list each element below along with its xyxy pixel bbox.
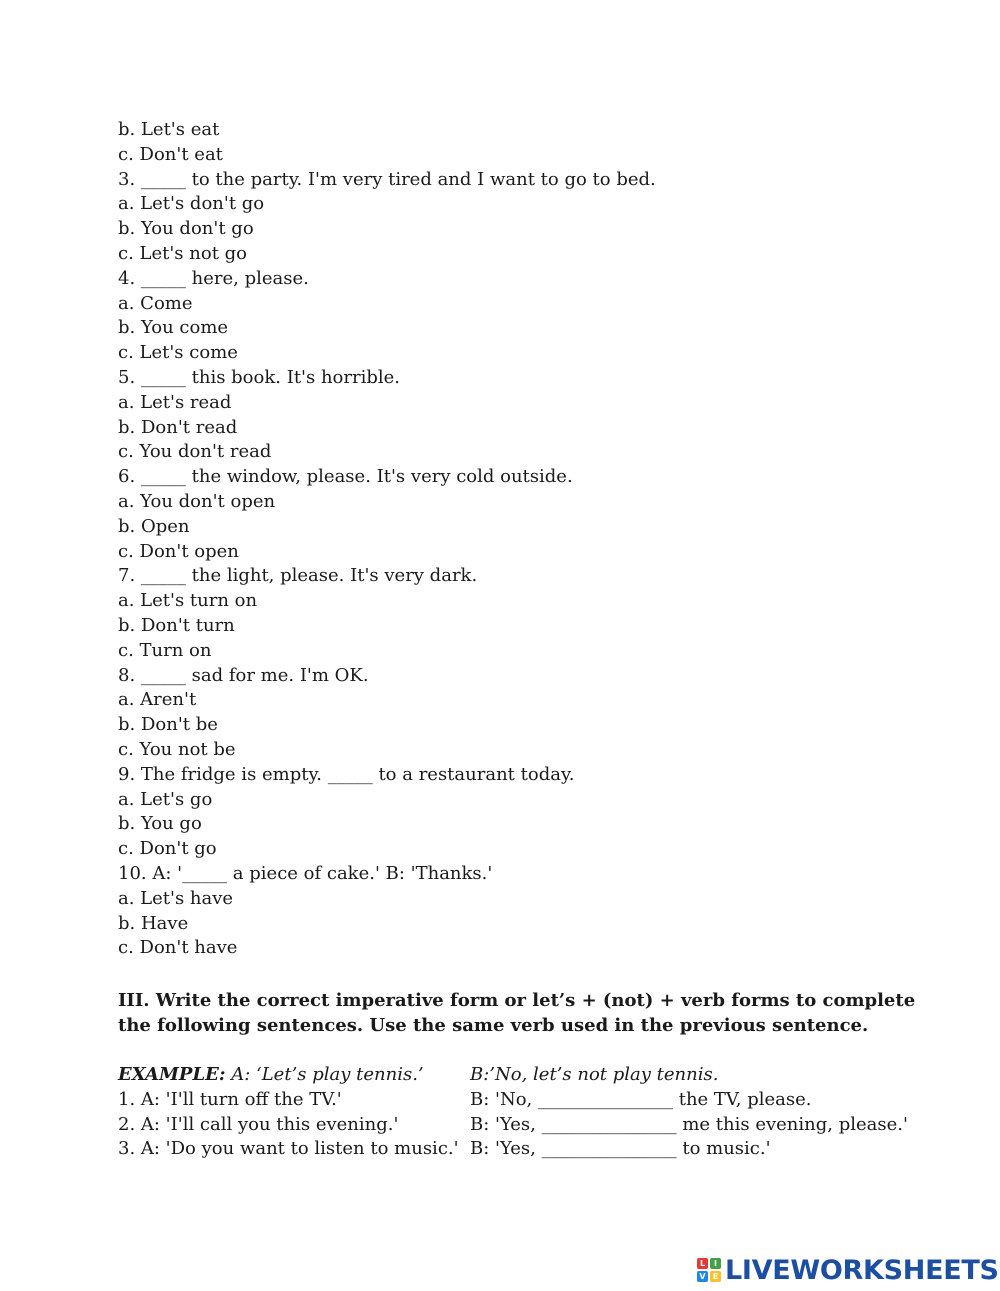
option-line: b. Don't be [118, 714, 218, 736]
question-line: 5. _____ this book. It's horrible. [118, 366, 401, 388]
option-line: c. Don't eat [118, 143, 223, 165]
exercise-a: 1. A: 'I'll turn off the TV.' [118, 1088, 342, 1110]
example-b: B:’No, let’s not play tennis. [470, 1064, 719, 1085]
liveworksheets-logo [697, 1253, 999, 1287]
example-row [118, 1063, 918, 1088]
exercise-b: B: 'Yes, _______________ me this evening, please.' [470, 1113, 908, 1135]
exercise-row [118, 1137, 918, 1162]
option-line: b. Don't read [118, 416, 238, 438]
option-line: a. Let's read [118, 391, 232, 413]
exercise-a: 3. A: 'Do you want to listen to music.' [118, 1138, 459, 1160]
option-line: b. You don't go [118, 218, 254, 240]
option-line: b. Let's eat [118, 119, 220, 140]
option-line: c. Don't go [118, 838, 217, 860]
option-line: a. Let's don't go [118, 193, 265, 215]
option-line: b. You go [118, 813, 202, 835]
logo-square: I [710, 1258, 721, 1269]
option-line: b. Have [118, 912, 189, 934]
question-line: 3. _____ to the party. I'm very tired and I want to go to bed. [118, 168, 656, 190]
question-line: 7. _____ the light, please. It's very dark. [118, 565, 478, 587]
option-line: a. Come [118, 292, 193, 314]
exercise-b: B: 'No, _______________ the TV, please. [470, 1088, 812, 1110]
example-a-text: A: ‘Let’s play tennis.’ [225, 1064, 424, 1085]
logo-mark-icon [697, 1258, 721, 1282]
exercise-b: B: 'Yes, _______________ to music.' [470, 1138, 771, 1160]
logo-text: LIVEWORKSHEETS [725, 1254, 999, 1286]
question-line: 8. _____ sad for me. I'm OK. [118, 664, 369, 686]
option-line: a. Aren't [118, 689, 197, 711]
option-line: c. You don't read [118, 441, 272, 463]
option-line: c. Let's not go [118, 242, 248, 264]
question-line: 6. _____ the window, please. It's very cold outside. [118, 466, 573, 488]
question-line: 4. _____ here, please. [118, 267, 309, 289]
option-line: b. Open [118, 515, 190, 537]
logo-square: V [697, 1271, 708, 1282]
option-line: b. You come [118, 317, 229, 339]
section-3-heading: III. Write the correct imperative form or let’s + (not) + verb forms to complete the following sentences. Use the same verb used in the previous sentence. [118, 990, 916, 1036]
exercise-row [118, 1088, 918, 1113]
option-line: a. Let's turn on [118, 590, 258, 612]
exercise-row [118, 1113, 918, 1138]
option-line: c. You not be [118, 738, 236, 760]
question-line: 10. A: '_____ a piece of cake.' B: 'Thanks.' [118, 862, 493, 884]
logo-square: L [697, 1258, 708, 1269]
option-line: a. Let's have [118, 887, 234, 909]
option-line: c. Let's come [118, 342, 238, 364]
exercise-table [118, 1063, 918, 1162]
example-label: EXAMPLE: [118, 1064, 226, 1085]
question-line: 9. The fridge is empty. _____ to a restaurant today. [118, 763, 575, 785]
logo-square: E [710, 1271, 721, 1282]
option-line: a. Let's go [118, 788, 213, 810]
option-line: c. Don't have [118, 937, 238, 959]
exercise-a: 2. A: 'I'll call you this evening.' [118, 1113, 399, 1135]
option-line: c. Don't open [118, 540, 239, 562]
option-line: c. Turn on [118, 639, 212, 661]
option-line: a. You don't open [118, 490, 276, 512]
question-list [118, 118, 978, 961]
option-line: b. Don't turn [118, 614, 235, 636]
example-a [118, 1063, 424, 1088]
